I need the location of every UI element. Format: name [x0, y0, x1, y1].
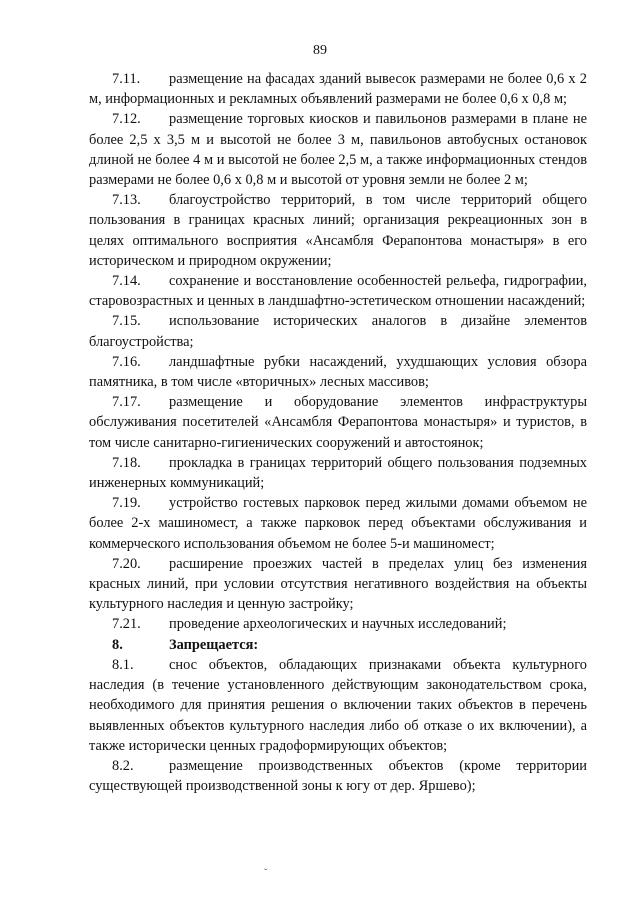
- paragraph-7-14: [89, 271, 587, 311]
- paragraph-number: 7.11.: [112, 71, 141, 87]
- paragraph-number: 7.15.: [112, 313, 141, 330]
- section-number: 8.: [112, 636, 123, 653]
- paragraph-text: снос объектов, обладающих признаками объекта культурного наследия (в течение установленного действующим законодательством срока, необходимого для принятия решения о включении таких объектов в перечень выявленных объектов культурного наследия либо об отказе о их включении), а также исторически ценных градоформирующих объектов;: [89, 656, 587, 754]
- paragraph-8-1: [89, 655, 587, 756]
- paragraph-text: размещение на фасадах зданий вывесок размерами не более 0,6 х 2 м, информационных и рекламных объявлений размерами не более 0,6 х 0,8 м;: [89, 71, 587, 108]
- paragraph-text: благоустройство территорий, в том числе территорий общего пользования в границах красных линий; организация рекреационных зон в целях оптимального восприятия «Ансамбля Ферапонтова монастыря» в его историческом и природном окружении;: [89, 192, 587, 269]
- paragraph-7-21: [89, 614, 587, 634]
- paragraph-7-18: [89, 453, 587, 493]
- paragraph-number: 7.17.: [112, 394, 141, 411]
- paragraph-number: 7.16.: [112, 353, 141, 370]
- paragraph-text: ландшафтные рубки насаждений, ухудшающих условия обзора памятника, в том числе «вторичных» лесных массивов;: [89, 353, 587, 391]
- paragraph-7-20: [89, 554, 587, 615]
- paragraph-8-2: [89, 756, 587, 796]
- document-body: [89, 69, 587, 796]
- paragraph-7-16: [89, 352, 587, 392]
- paragraph-number: 7.20.: [112, 555, 141, 572]
- scan-speck: ˇ: [264, 868, 268, 879]
- paragraph-text: размещение и оборудование элементов инфраструктуры обслуживания посетителей «Ансамбля Ферапонтова монастыря» и туристов, в том числе санитарно-гигиенических сооружений и автостоянок;: [89, 394, 587, 451]
- paragraph-number: 7.12.: [112, 111, 141, 128]
- paragraph-number: 7.13.: [112, 192, 141, 209]
- paragraph-text: расширение проезжих частей в пределах улиц без изменения красных линий, при условии отсутствия негативного воздействия на объекты культурного наследия и ценную застройку;: [89, 555, 587, 613]
- paragraph-text: использование исторических аналогов в дизайне элементов благоустройства;: [89, 313, 587, 350]
- paragraph-7-15: [89, 311, 587, 351]
- section-heading: Запрещается:: [169, 636, 259, 653]
- paragraph-7-12: [89, 109, 587, 190]
- paragraph-number: 8.2.: [112, 757, 134, 774]
- paragraph-7-19: [89, 493, 587, 554]
- paragraph-number: 8.1.: [112, 656, 134, 673]
- paragraph-text: прокладка в границах территорий общего пользования подземных инженерных коммуникаций;: [89, 454, 587, 492]
- paragraph-number: 7.14.: [112, 273, 141, 290]
- paragraph-7-11: [89, 69, 587, 109]
- paragraph-number: 7.18.: [112, 454, 141, 471]
- paragraph-number: 7.21.: [112, 616, 141, 633]
- paragraph-number: 7.19.: [112, 495, 141, 512]
- page-number: 89: [313, 43, 327, 58]
- paragraph-text: сохранение и восстановление особенностей рельефа, гидрографии, старовозрастных и ценных в ландшафтно-эстетическом отношении насаждений;: [89, 273, 587, 310]
- paragraph-7-17: [89, 392, 587, 453]
- paragraph-text: размещение торговых киосков и павильонов размерами в плане не более 2,5 х 3,5 м и высотой не более 3 м, павильонов автобусных остановок длиной не более 4 м и высотой не более 2,5 м, а также информационных стендов размерами не более 0,6 х 0,8 м и высотой от уровня земли не более 2 м;: [89, 111, 587, 189]
- paragraph-text: размещение производственных объектов (кроме территории существующей производственной зоны к югу от дер. Яршево);: [89, 757, 587, 795]
- section-heading-8: [89, 635, 587, 655]
- paragraph-text: проведение археологических и научных исследований;: [169, 616, 507, 633]
- paragraph-text: устройство гостевых парковок перед жилыми домами объемом не более 2-х машиномест, а также парковок перед объектами обслуживания и коммерческого использования объемом не более 5-и машиномест;: [89, 495, 587, 552]
- paragraph-7-13: [89, 190, 587, 271]
